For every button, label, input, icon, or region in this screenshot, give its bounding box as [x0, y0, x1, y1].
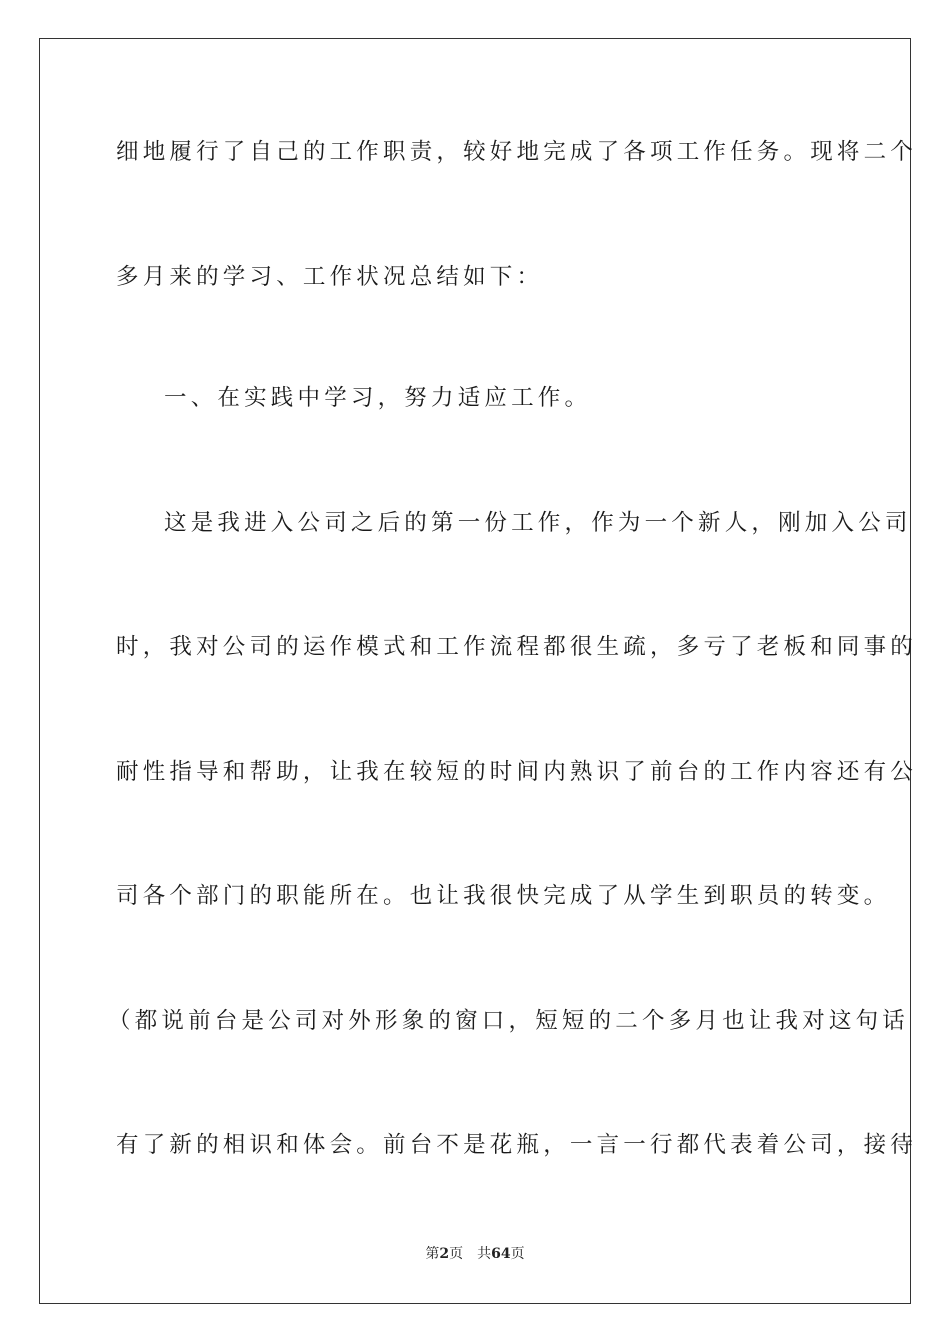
body-line-8: （都说前台是公司对外形象的窗口，短短的二个多月也让我对这句话 — [108, 1008, 910, 1034]
page-footer — [0, 1245, 950, 1263]
footer-page-suffix: 页 — [449, 1246, 464, 1262]
section-heading: 一、在实践中学习，努力适应工作。 — [164, 385, 592, 411]
body-line-7: 司各个部门的职能所在。也让我很快完成了从学生到职员的转变。 — [116, 883, 891, 909]
footer-page-number: 2 — [439, 1246, 450, 1262]
body-line-9: 有了新的相识和体会。前台不是花瓶，一言一行都代表着公司，接待 — [116, 1132, 918, 1158]
footer-total-number: 64 — [491, 1246, 511, 1262]
page-border — [39, 38, 918, 1304]
body-line-1: 细地履行了自己的工作职责，较好地完成了各项工作任务。现将二个 — [116, 139, 918, 165]
body-line-2: 多月来的学习、工作状况总结如下： — [116, 264, 544, 290]
footer-total-suffix: 页 — [510, 1246, 525, 1262]
body-line-4: 这是我进入公司之后的第一份工作，作为一个新人，刚加入公司 — [164, 510, 912, 536]
footer-page-prefix: 第 — [425, 1246, 440, 1262]
footer-total-prefix: 共 — [477, 1246, 492, 1262]
body-line-6: 耐性指导和帮助，让我在较短的时间内熟识了前台的工作内容还有公 — [116, 759, 918, 785]
body-line-5: 时，我对公司的运作模式和工作流程都很生疏，多亏了老板和同事的 — [116, 634, 918, 660]
